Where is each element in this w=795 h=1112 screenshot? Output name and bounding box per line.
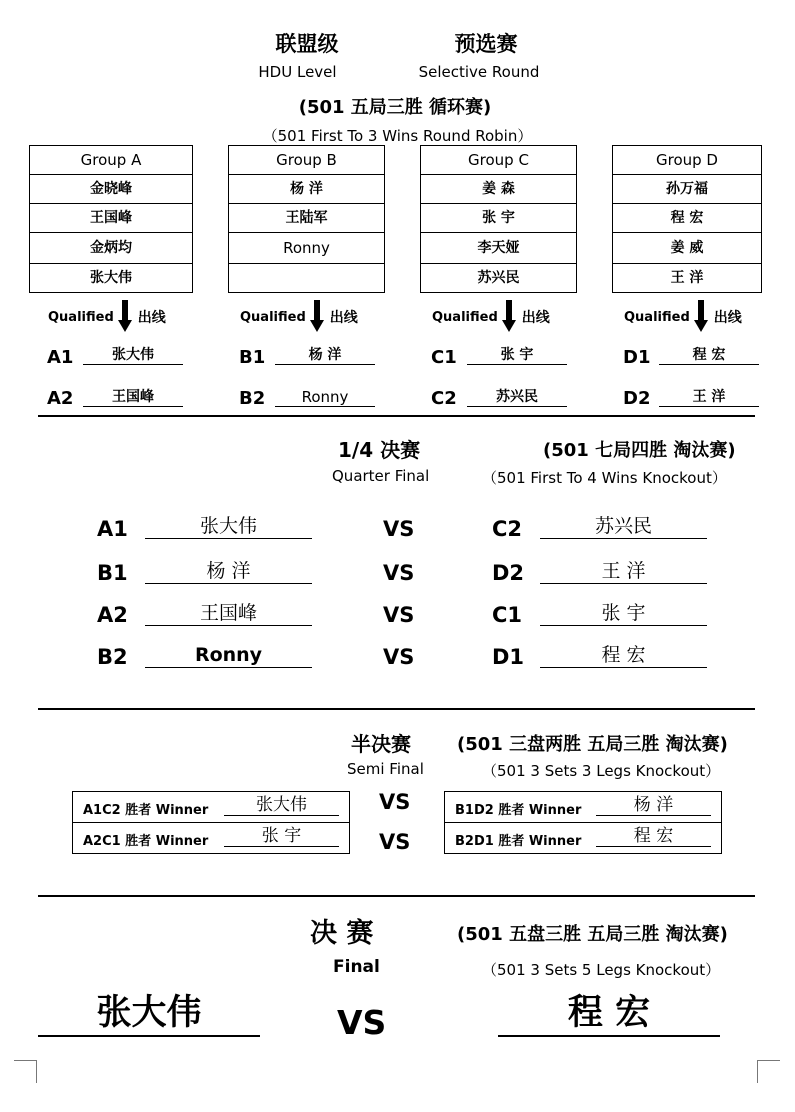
vs-label: VS [383, 517, 415, 541]
semi-right-box [444, 791, 722, 854]
qualified-label-en: Qualified [624, 309, 690, 325]
vs-label: VS [383, 603, 415, 627]
semi-winner-label: B2D1 胜者 Winner [455, 834, 582, 849]
vs-label: VS [379, 790, 411, 814]
seed-label: B1 [239, 347, 266, 368]
quarter-seed: B1 [97, 561, 128, 585]
final-title-cn: 决 赛 [310, 918, 374, 949]
semi-title-en: Semi Final [347, 760, 424, 778]
seed-label: B2 [239, 388, 266, 409]
group-a-player: 张大伟 [30, 264, 193, 293]
semi-winner-name: 杨 洋 [596, 795, 711, 816]
semi-winner-label: A1C2 胜者 Winner [83, 803, 209, 818]
title-level-cn: 联盟级 [275, 32, 339, 56]
final-player-right: 程 宏 [498, 991, 720, 1037]
seed-label: A2 [47, 388, 74, 409]
qualified-label-en: Qualified [432, 309, 498, 325]
arrow-down-icon [118, 300, 132, 334]
qualified-label-en: Qualified [48, 309, 114, 325]
quarter-seed: A2 [97, 603, 128, 627]
qualified-label-en: Qualified [240, 309, 306, 325]
semi-winner-name: 张 宇 [224, 826, 339, 847]
quarter-title-en: Quarter Final [332, 467, 430, 485]
quarter-player: Ronny [145, 643, 312, 668]
qualified-label-cn: 出线 [521, 310, 550, 326]
section-divider [38, 415, 755, 417]
semi-title-cn: 半决赛 [351, 732, 411, 756]
final-title-en: Final [333, 957, 380, 977]
group-a-table [29, 145, 193, 293]
semi-row [445, 823, 721, 853]
qualified-indicator-a [48, 300, 166, 334]
quarter-seed: A1 [97, 517, 128, 541]
semi-winner-label: A2C1 胜者 Winner [83, 834, 209, 849]
quarter-seed: C2 [492, 517, 523, 541]
arrow-down-icon [310, 300, 324, 334]
group-d-header: Group D [613, 146, 762, 175]
seed-player: 王国峰 [83, 388, 183, 407]
seed-player: 张大伟 [83, 346, 183, 365]
quarter-seed: C1 [492, 603, 523, 627]
seed-player: 苏兴民 [467, 388, 567, 407]
section-divider [38, 895, 755, 897]
arrow-down-icon [502, 300, 516, 334]
group-b-table [228, 145, 385, 293]
semi-winner-label: B1D2 胜者 Winner [455, 803, 582, 818]
quarter-player: 王国峰 [145, 601, 312, 626]
quarter-seed: B2 [97, 645, 128, 669]
quarter-player: 苏兴民 [540, 514, 707, 539]
group-c-player: 李天娅 [421, 233, 577, 264]
vs-label: VS [383, 645, 415, 669]
group-b-player: Ronny [229, 233, 385, 264]
title-round-en: Selective Round [418, 63, 540, 81]
group-b-player: 王陆军 [229, 204, 385, 233]
group-c-table [420, 145, 577, 293]
final-player-left: 张大伟 [38, 991, 260, 1037]
vs-label: VS [383, 561, 415, 585]
group-b-player: 杨 洋 [229, 175, 385, 204]
quarter-seed: D1 [492, 645, 525, 669]
group-d-player: 孙万福 [613, 175, 762, 204]
group-c-player: 姜 森 [421, 175, 577, 204]
qualified-indicator-c [432, 300, 550, 334]
semi-format-cn: (501 三盘两胜 五局三胜 淘汰赛) [457, 734, 728, 755]
group-format-en: （501 First To 3 Wins Round Robin） [262, 127, 533, 145]
semi-left-box [72, 791, 350, 854]
vs-label: VS [337, 1003, 387, 1042]
seed-label: C2 [431, 388, 457, 409]
semi-row [445, 792, 721, 822]
title-level-en: HDU Level [258, 63, 337, 81]
group-d-player: 程 宏 [613, 204, 762, 233]
group-a-player: 金炳均 [30, 233, 193, 264]
qualified-label-cn: 出线 [713, 310, 742, 326]
qualified-indicator-b [240, 300, 358, 334]
page-corner-mark [757, 1060, 780, 1083]
seed-label: D2 [623, 388, 651, 409]
group-c-header: Group C [421, 146, 577, 175]
vs-label: VS [379, 830, 411, 854]
seed-label: A1 [47, 347, 74, 368]
semi-format-en: （501 3 Sets 3 Legs Knockout） [482, 762, 721, 780]
group-d-player: 王 洋 [613, 264, 762, 293]
semi-row [73, 823, 349, 853]
group-c-player: 苏兴民 [421, 264, 577, 293]
group-a-player: 金晓峰 [30, 175, 193, 204]
quarter-seed: D2 [492, 561, 525, 585]
seed-label: D1 [623, 347, 651, 368]
qualified-label-cn: 出线 [137, 310, 166, 326]
page-corner-mark [14, 1060, 37, 1083]
seed-player: Ronny [275, 388, 375, 407]
group-a-player: 王国峰 [30, 204, 193, 233]
group-b-player [229, 264, 385, 293]
seed-label: C1 [431, 347, 457, 368]
quarter-player: 张大伟 [145, 514, 312, 539]
group-c-player: 张 宇 [421, 204, 577, 233]
title-round-cn: 预选赛 [454, 32, 518, 56]
quarter-title-cn: 1/4 决赛 [338, 438, 421, 462]
quarter-format-en: （501 First To 4 Wins Knockout） [482, 469, 727, 487]
section-divider [38, 708, 755, 710]
seed-player: 杨 洋 [275, 346, 375, 365]
quarter-player: 杨 洋 [145, 559, 312, 584]
semi-winner-name: 张大伟 [224, 795, 339, 816]
semi-row [73, 792, 349, 822]
seed-player: 程 宏 [659, 346, 759, 365]
quarter-player: 张 宇 [540, 601, 707, 626]
semi-winner-name: 程 宏 [596, 826, 711, 847]
group-d-table [612, 145, 762, 293]
seed-player: 张 宇 [467, 346, 567, 365]
seed-player: 王 洋 [659, 388, 759, 407]
group-d-player: 姜 威 [613, 233, 762, 264]
arrow-down-icon [694, 300, 708, 334]
quarter-format-cn: (501 七局四胜 淘汰赛) [543, 440, 736, 461]
group-b-header: Group B [229, 146, 385, 175]
final-format-cn: (501 五盘三胜 五局三胜 淘汰赛) [457, 924, 728, 945]
group-a-header: Group A [30, 146, 193, 175]
quarter-player: 王 洋 [540, 559, 707, 584]
final-format-en: （501 3 Sets 5 Legs Knockout） [482, 961, 721, 979]
group-format-cn: (501 五局三胜 循环赛) [298, 97, 492, 118]
quarter-player: 程 宏 [540, 643, 707, 668]
qualified-label-cn: 出线 [329, 310, 358, 326]
qualified-indicator-d [624, 300, 742, 334]
